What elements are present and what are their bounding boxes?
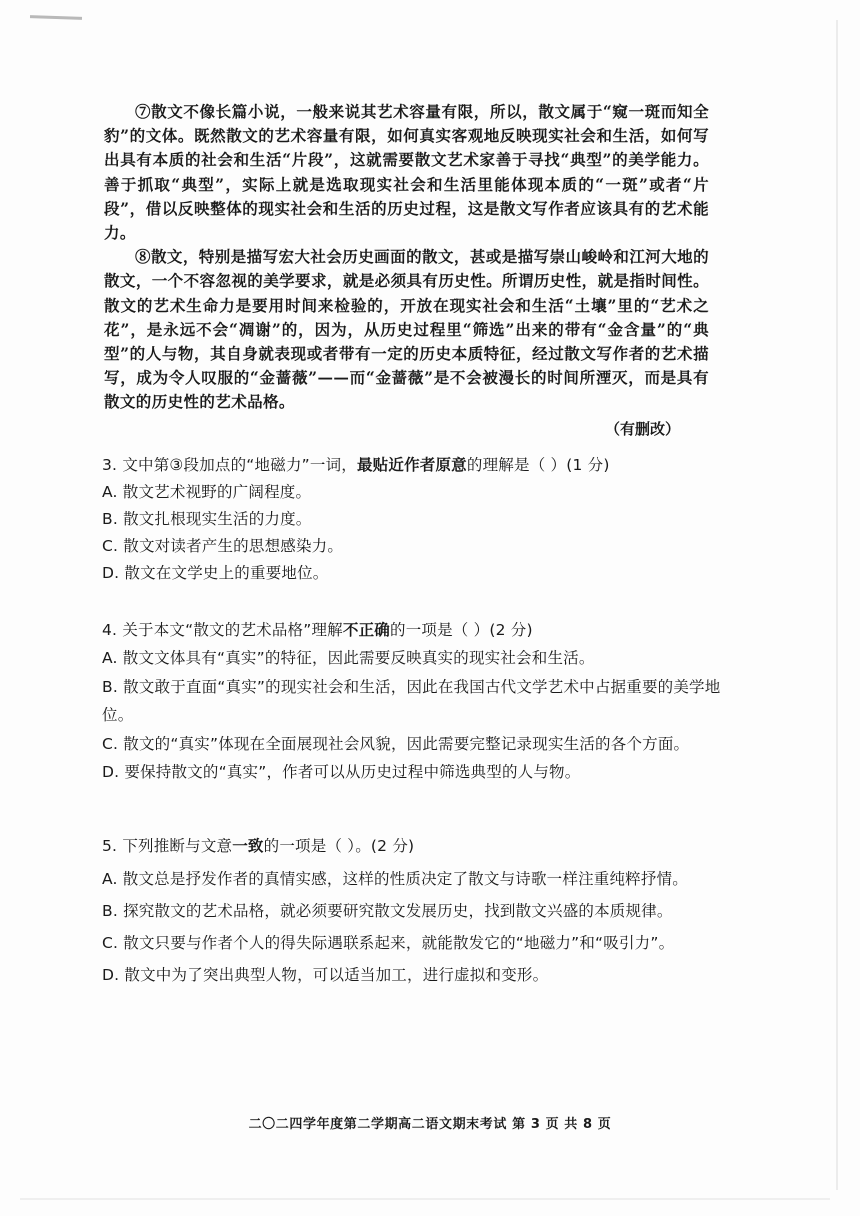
stem-emphasis: 最贴近作者原意 — [356, 456, 467, 474]
paragraph-8: ⑧散文，特别是描写宏大社会历史画面的散文，甚或是描写崇山峻岭和江河大地的散文，一个不容忽视的美学要求，就是必须具有历史性。所谓历史性，就是指时间性。散文的艺术生命力是要用时间来检验的，开放在现实社会和生活“土壤”里的“艺术之花”，是永远不会“凋谢”的，因为，从历史过程里“筛选”出来的带有“金含量”的“典型”的人与物，其自身就表现或者带有一定的历史本质特征，经过散文写作者的艺术描写，成为令人叹服的“金蔷薇”——而“金蔷薇”是不会被漫长的时间所湮灭，而是具有散文的历史性的艺术品格。 — [104, 247, 709, 412]
reading-passage — [104, 100, 709, 415]
stem-emphasis: 不正确 — [342, 621, 390, 639]
stem-text: 5. 下列推断与文意 — [102, 837, 233, 855]
stem-text: 的理解是（ ）(1 分) — [466, 456, 610, 474]
scan-edge — [20, 1198, 830, 1200]
question-3 — [102, 452, 732, 587]
option-a: A. 散文艺术视野的广阔程度。 — [102, 483, 312, 501]
option-b: B. 散文敢于直面“真实”的现实社会和生活，因此在我国古代文学艺术中占据重要的美学地位。 — [102, 677, 721, 724]
question-5 — [102, 833, 732, 991]
scan-edge — [836, 20, 838, 1190]
stem-text: 3. 文中第③段加点的“地磁力”一词， — [102, 456, 357, 474]
option-d: D. 散文在文学史上的重要地位。 — [102, 564, 329, 582]
question-stem — [102, 617, 732, 644]
option-a: A. 散文文体具有“真实”的特征，因此需要反映真实的现实社会和生活。 — [102, 649, 595, 667]
page-footer: 二〇二四学年度第二学期高二语文期末考试 第 3 页 共 8 页 — [248, 1117, 612, 1132]
source-note: （有删改） — [604, 420, 680, 438]
question-stem — [102, 833, 732, 860]
scan-mark — [30, 15, 82, 20]
stem-emphasis: 一致 — [232, 837, 264, 855]
option-d: D. 要保持散文的“真实”，作者可以从历史过程中筛选典型的人与物。 — [102, 763, 581, 781]
stem-text: 的一项是（ ）(2 分) — [390, 621, 533, 639]
option-c: C. 散文只要与作者个人的得失际遇联系起来，就能散发它的“地磁力”和“吸引力”。 — [102, 934, 675, 952]
question-stem — [102, 452, 732, 479]
option-a: A. 散文总是抒发作者的真情实感，这样的性质决定了散文与诗歌一样注重纯粹抒情。 — [102, 870, 688, 888]
paragraph-7: ⑦散文不像长篇小说，一般来说其艺术容量有限，所以，散文属于“窥一斑而知全豹”的文体。既然散文的艺术容量有限，如何真实客观地反映现实社会和生活，如何写出具有本质的社会和生活“片段”，这就需要散文艺术家善于寻找“典型”的美学能力。善于抓取“典型”，实际上就是选取现实社会和生活里能体现本质的“一斑”或者“片段”，借以反映整体的现实社会和生活的历史过程，这是散文写作者应该具有的艺术能力。 — [104, 102, 709, 243]
option-c: C. 散文的“真实”体现在全面展现社会风貌，因此需要完整记录现实生活的各个方面。 — [102, 734, 690, 753]
option-b: B. 散文扎根现实生活的力度。 — [102, 510, 312, 528]
option-d: D. 散文中为了突出典型人物，可以适当加工，进行虚拟和变形。 — [102, 966, 549, 984]
option-b: B. 探究散文的艺术品格，就必须要研究散文发展历史，找到散文兴盛的本质规律。 — [102, 902, 673, 920]
stem-text: 的一项是（ ）。(2 分) — [263, 837, 415, 855]
option-c: C. 散文对读者产生的思想感染力。 — [102, 537, 344, 555]
stem-text: 4. 关于本文“散文的艺术品格”理解 — [102, 621, 343, 639]
question-4 — [102, 617, 732, 787]
